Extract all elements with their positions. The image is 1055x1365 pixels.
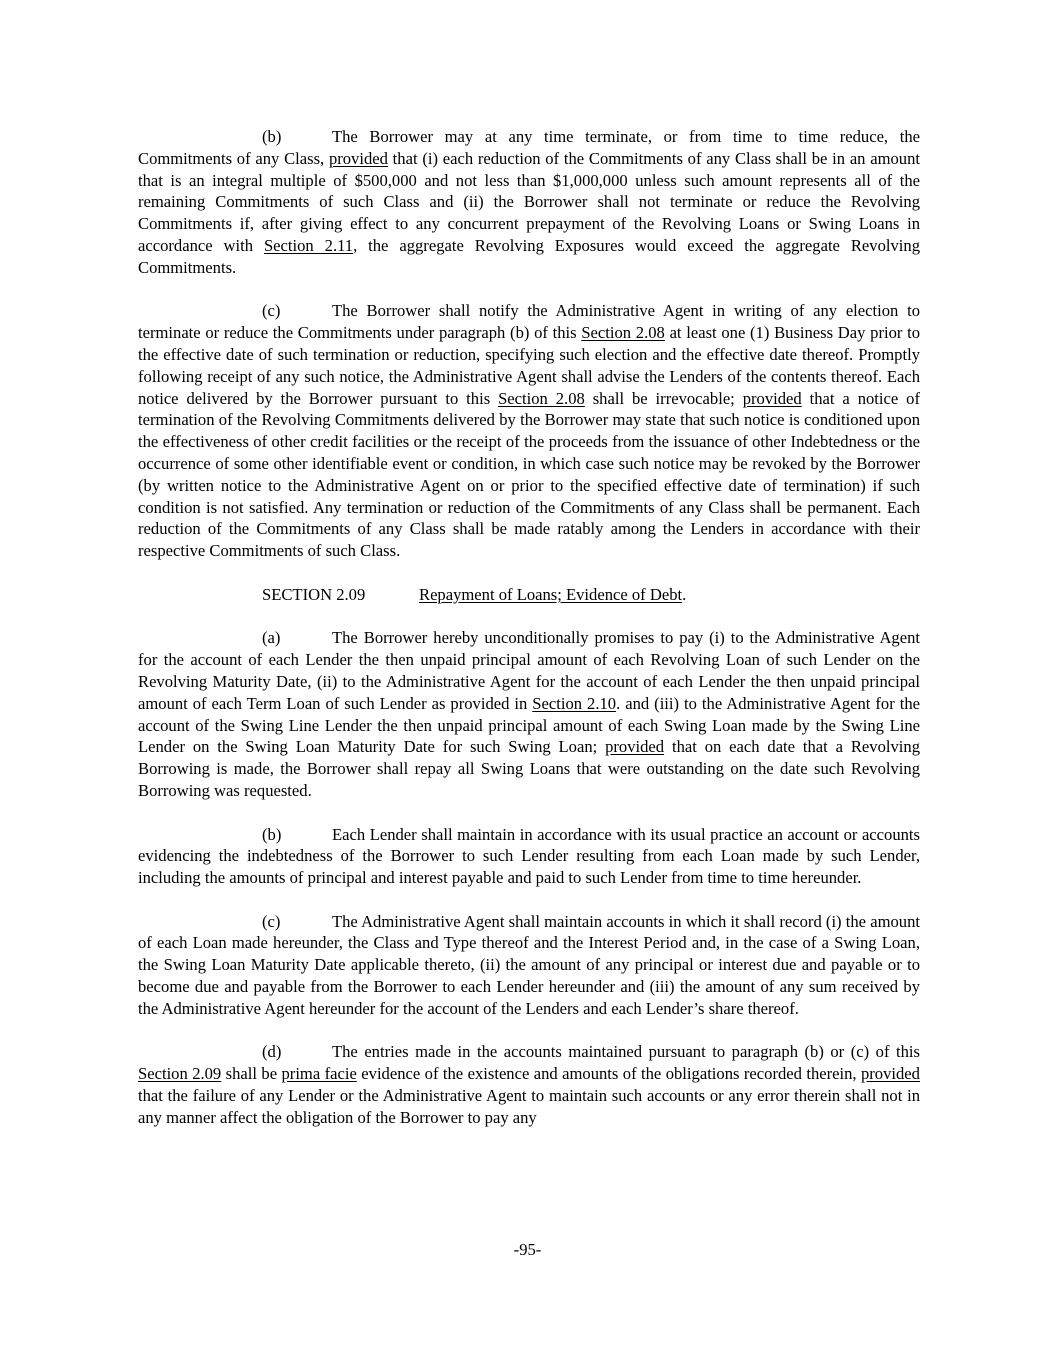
paragraph-text: The entries made in the accounts maintained pursuant to paragraph (b) or (c) of this <box>332 1042 920 1062</box>
section-number: SECTION 2.09 <box>262 584 366 604</box>
paragraph-text: evidence of the existence and amounts of the obligations recorded therein, <box>356 1064 861 1084</box>
provided-term: provided <box>742 388 802 408</box>
paragraph-label: (c) <box>262 911 281 931</box>
section-title: Repayment of Loans; Evidence of Debt <box>419 584 683 604</box>
paragraph-2-09-c <box>138 911 920 1020</box>
paragraph-text: . and (iii) to the Administrative Agent for the account of the Swing Line Lender the then unpaid principal amount of each Swing Loan made by the Swing Line Lender on the Swing Loan Maturity Date for such Swing Loan; <box>138 693 920 757</box>
paragraph-text: that on each date that a Revolving Borrowing is made, the Borrower shall repay all Swing Loans that were outstanding on the date such Revolving Borrowing was requested. <box>138 737 920 800</box>
paragraph-text: that (i) each reduction of the Commitments of any Class shall be in an amount that is an integral multiple of $500,000 and not less than $1,000,000 unless such amount represents all of the remaining Commitments of such Class and (ii) the Borrower shall not terminate or reduce the Revolving Commitments if, after giving effect to any concurrent prepayment of the Revolving Loans or Swing Loans in accordance with <box>138 148 920 255</box>
section-reference: Section 2.08 <box>581 323 665 343</box>
section-reference: Section 2.08 <box>498 388 585 408</box>
paragraph-label: (b) <box>262 824 282 844</box>
paragraph-text: shall be <box>221 1064 282 1084</box>
provided-term: provided <box>860 1064 920 1084</box>
paragraph-2-09-a <box>138 627 920 801</box>
paragraph-label: (b) <box>262 127 282 146</box>
paragraph-text: that the failure of any Lender or the Administrative Agent to maintain such accounts or any error therein shall not in any manner affect the obligation of the Borrower to pay any <box>138 1086 920 1127</box>
paragraph-2-08-b <box>138 126 920 279</box>
provided-term: provided <box>328 148 388 168</box>
document-page <box>138 126 920 1129</box>
paragraph-text: that a notice of termination of the Revolving Commitments delivered by the Borrower may state that such notice is conditioned upon the effectiveness of other credit facilities or the receipt of the proceeds from the issuance of other Indebtedness or the occurrence of some other identifiable event or condition, in which case such notice may be revoked by the Borrower (by written notice to the Administrative Agent on or prior to the specified effective date of termination) if such condition is not satisfied. Any termination or reduction of the Commitments of any Class shall be permanent. Each reduction of the Commitments of any Class shall be made ratably among the Lenders in accordance with their respective Commitments of such Class. <box>138 388 920 561</box>
paragraph-text: The Borrower shall notify the Administrative Agent in writing of any election to terminate or reduce the Commitments under paragraph (b) of this <box>138 301 920 343</box>
paragraph-text: at least one (1) Business Day prior to the effective date of such termination or reduction, specifying such election and the effective date thereof. Promptly following receipt of any such notice, the Administrative Agent shall advise the Lenders of the contents thereof. Each notice delivered by the Borrower pursuant to this <box>138 323 921 408</box>
page-number: -95- <box>513 1240 542 1259</box>
paragraph-label: (a) <box>262 628 281 648</box>
paragraph-text: The Administrative Agent shall maintain accounts in which it shall record (i) the amount of each Loan made hereunder, the Class and Type thereof and the Interest Period and, in the case of a Swing Loan, the Swing Loan Maturity Date applicable thereto, (ii) the amount of any principal or interest due and payable or to become due and payable from the Borrower to each Lender hereunder and (iii) the amount of any sum received by the Administrative Agent hereunder for the account of the Lenders and each Lender’s share thereof. <box>138 911 920 1018</box>
paragraph-2-09-d <box>138 1041 920 1128</box>
paragraph-label: (c) <box>262 301 281 321</box>
section-reference: Section 2.11 <box>263 235 354 255</box>
section-title-period: . <box>682 584 687 604</box>
paragraph-2-08-c <box>138 300 920 562</box>
section-reference: Section 2.09 <box>138 1064 222 1084</box>
paragraph-text: The Borrower hereby unconditionally promises to pay (i) to the Administrative Agent for the account of each Lender the then unpaid principal amount of each Revolving Loan of such Lender on the Revolving Maturity Date, (ii) to the Administrative Agent for the account of each Lender the then unpaid principal amount of each Term Loan of such Lender as provided in <box>138 628 920 713</box>
section-reference: Section 2.10 <box>532 693 617 713</box>
paragraph-label: (d) <box>262 1042 282 1062</box>
prima-facie-term: prima facie <box>281 1064 357 1084</box>
paragraph-text: The Borrower may at any time terminate, or from time to time reduce, the Commitments of any Class, <box>138 127 920 168</box>
paragraph-text: shall be irrevocable; <box>584 388 743 408</box>
paragraph-text: Each Lender shall maintain in accordance with its usual practice an account or accounts evidencing the indebtedness of the Borrower to such Lender resulting from each Loan made by such Lender, including the amounts of principal and interest payable and paid to such Lender from time to time hereunder. <box>138 824 920 888</box>
paragraph-2-09-b <box>138 824 920 889</box>
provided-term: provided <box>605 737 665 757</box>
paragraph-text: , the aggregate Revolving Exposures would exceed the aggregate Revolving Commitments. <box>138 235 920 277</box>
section-heading <box>138 584 920 606</box>
